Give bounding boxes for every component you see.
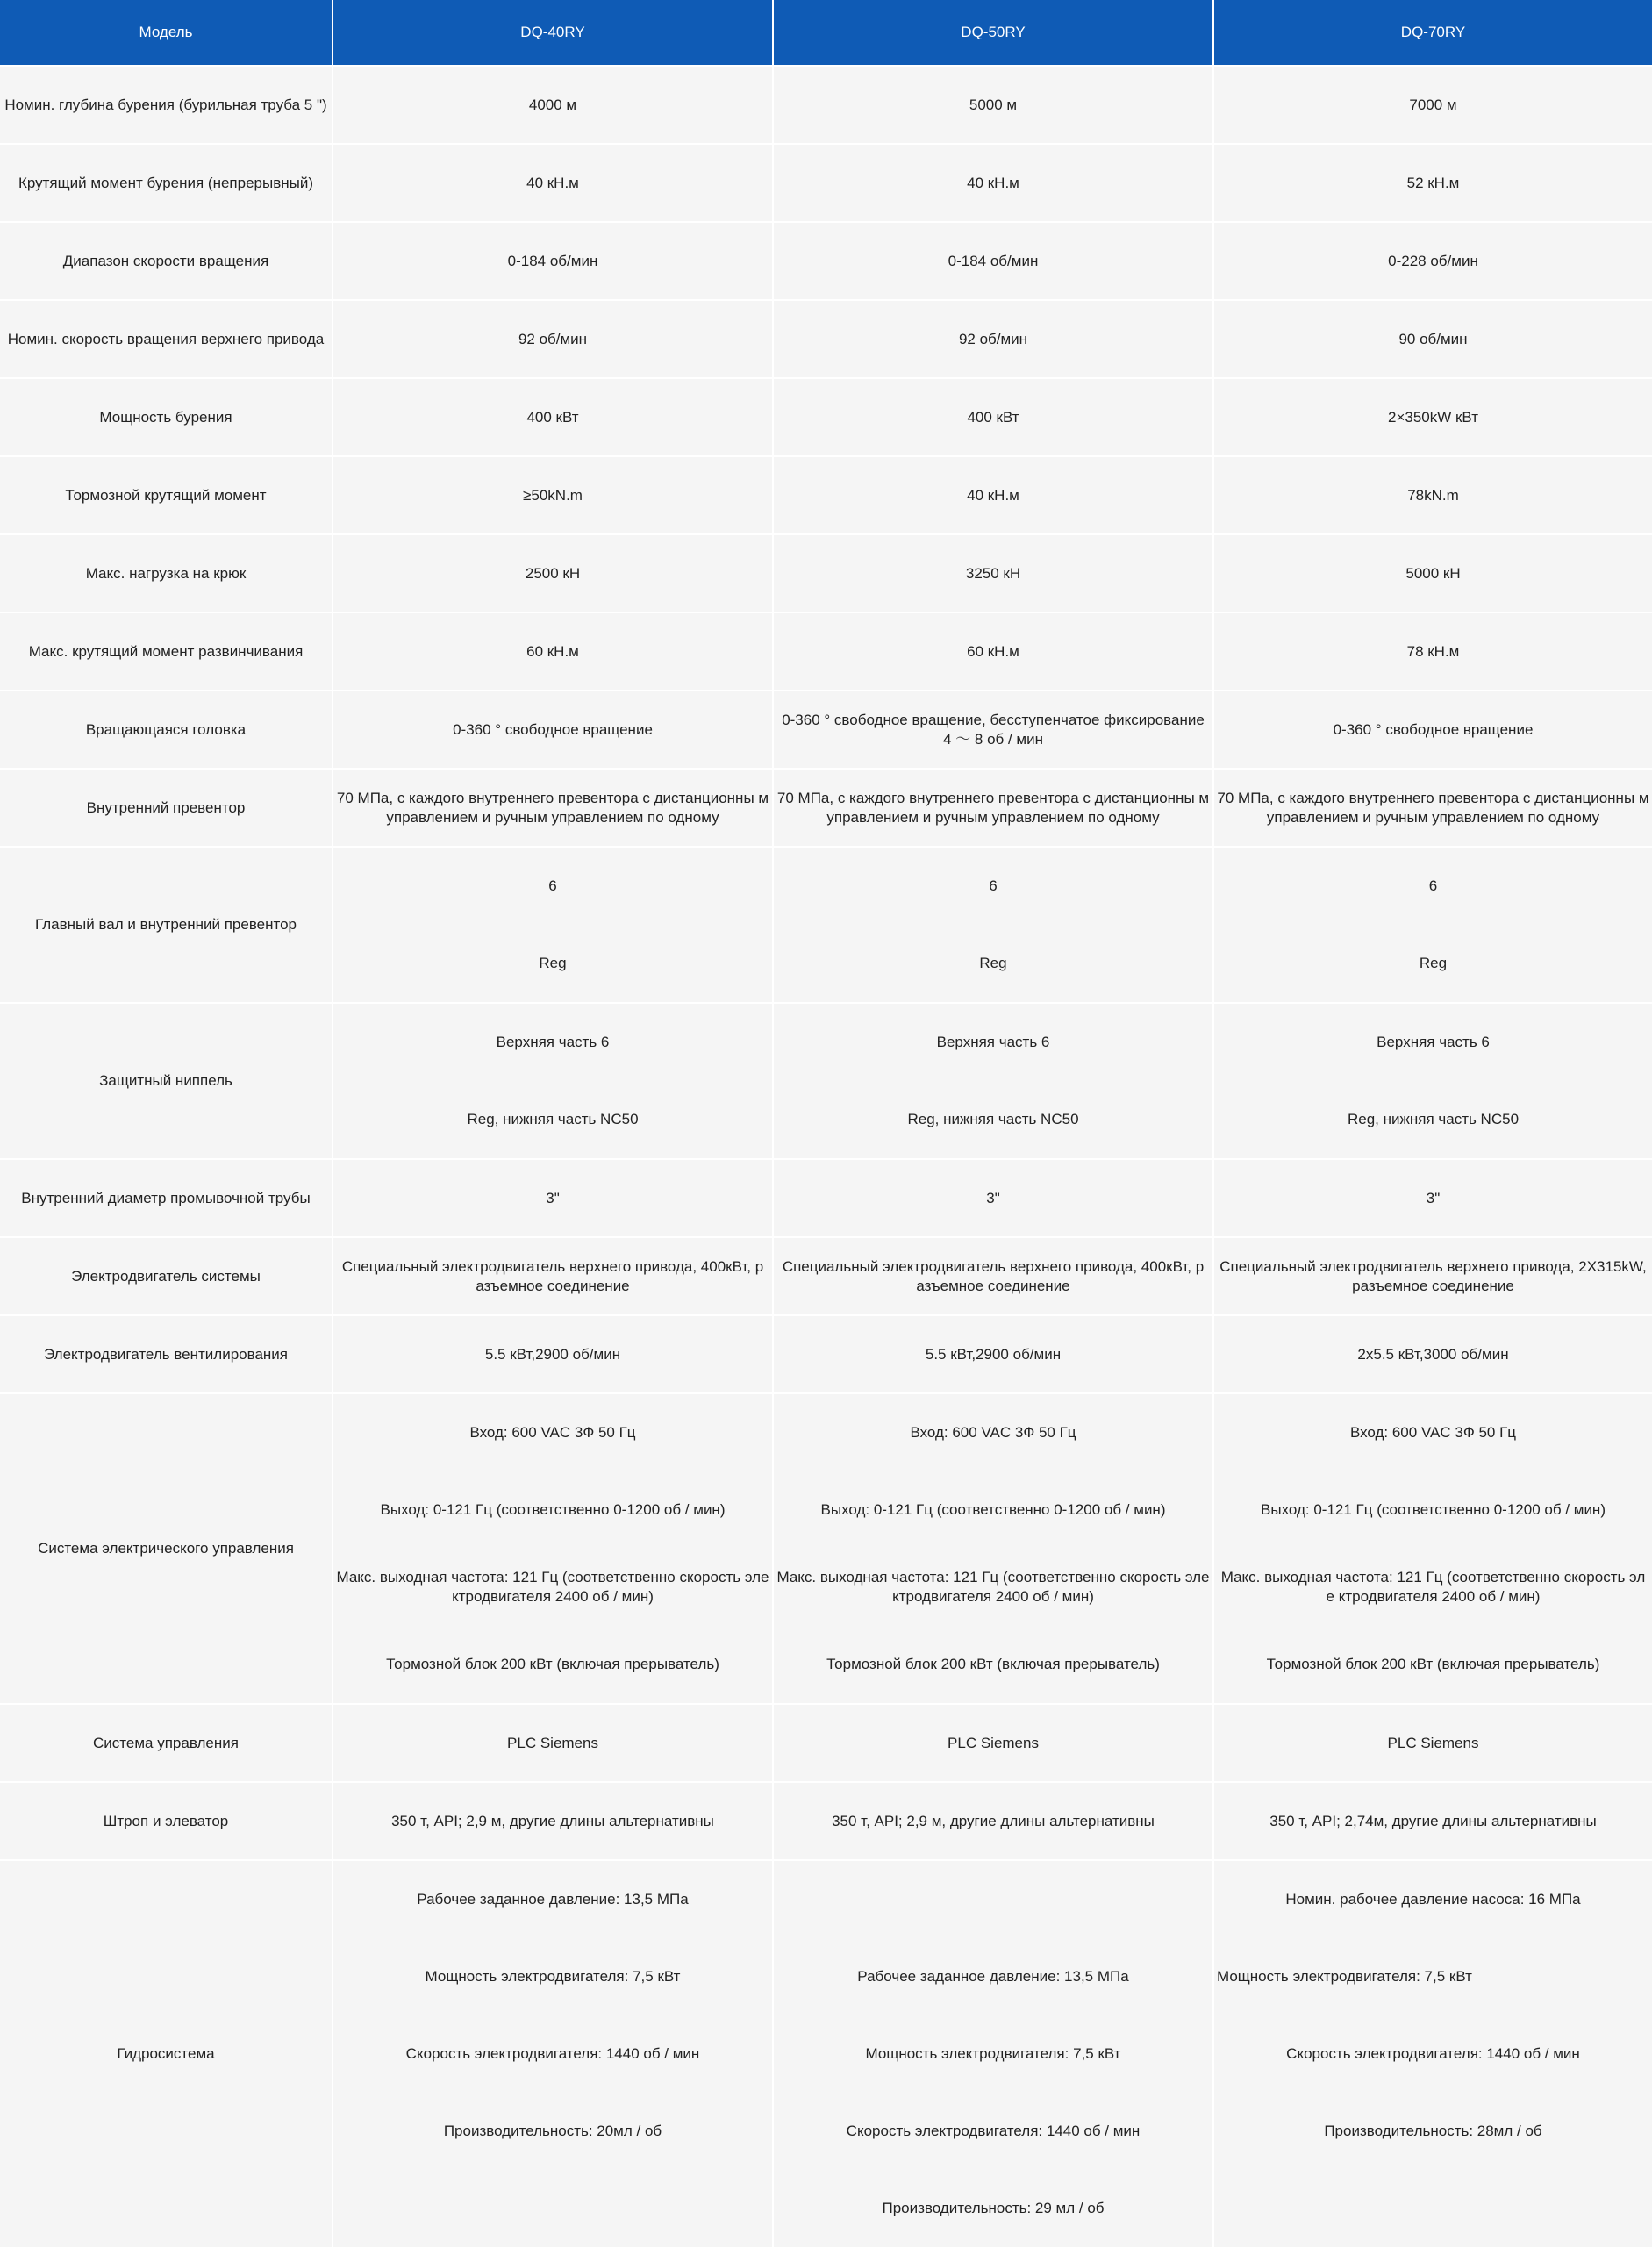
cell-line: Тормозной блок 200 кВт (включая прерыватель): [386, 1656, 719, 1672]
row-label: Тормозной крутящий момент: [0, 457, 332, 533]
header-model-dq40: DQ-40RY: [333, 0, 772, 65]
table-row: [0, 1705, 1652, 1781]
header-model-label: Модель: [0, 0, 332, 65]
cell: 4000 м: [333, 67, 772, 143]
row-label: Электродвигатель системы: [0, 1238, 332, 1314]
table-row: [0, 1160, 1652, 1236]
cell: 40 кН.м: [333, 145, 772, 221]
cell: [1214, 848, 1652, 1002]
header-model-dq50: DQ-50RY: [774, 0, 1212, 65]
cell: [774, 1861, 1212, 2247]
table-row: [0, 457, 1652, 533]
cell: Специальный электродвигатель верхнего привода, 400кВт, р азъемное соединение: [774, 1238, 1212, 1314]
cell: 0-228 об/мин: [1214, 223, 1652, 299]
row-label: Система электрического управления: [0, 1394, 332, 1703]
header-model-dq70: DQ-70RY: [1214, 0, 1652, 65]
cell: 5.5 кВт,2900 об/мин: [333, 1316, 772, 1392]
cell-line: Номин. рабочее давление насоса: 16 МПа: [1285, 1891, 1581, 1908]
cell: 0-184 об/мин: [774, 223, 1212, 299]
cell: 70 МПа, с каждого внутреннего превентора с дистанционны м управлением и ручным управлением по одному: [333, 770, 772, 846]
cell: [333, 848, 772, 1002]
cell-line: Выход: 0-121 Гц (соответственно 0-1200 об / мин): [1261, 1501, 1606, 1518]
cell: 350 т, API; 2,9 м, другие длины альтернативны: [333, 1783, 772, 1859]
table-row: [0, 770, 1652, 846]
cell-line: Выход: 0-121 Гц (соответственно 0-1200 об / мин): [380, 1501, 726, 1518]
cell-line: Вход: 600 VAC 3Ф 50 Гц: [469, 1424, 636, 1441]
cell: 5000 м: [774, 67, 1212, 143]
table-row: [0, 691, 1652, 768]
cell: 40 кН.м: [774, 457, 1212, 533]
cell: 92 об/мин: [333, 301, 772, 377]
cell: 3": [1214, 1160, 1652, 1236]
cell-line: Верхняя часть 6: [936, 1034, 1050, 1050]
cell: Специальный электродвигатель верхнего привода, 2X315kW, разъемное соединение: [1214, 1238, 1652, 1314]
row-label: Гидросистема: [0, 1861, 332, 2247]
table-row: [0, 67, 1652, 143]
row-label: Мощность бурения: [0, 379, 332, 455]
cell-line: Тормозной блок 200 кВт (включая прерыватель): [826, 1656, 1160, 1672]
table-row: [0, 223, 1652, 299]
cell: PLC Siemens: [1214, 1705, 1652, 1781]
cell: 0-360 ° свободное вращение: [333, 691, 772, 768]
cell: 60 кН.м: [333, 613, 772, 690]
cell: PLC Siemens: [333, 1705, 772, 1781]
cell: 3": [774, 1160, 1212, 1236]
cell-line: Reg, нижняя часть NC50: [1347, 1111, 1520, 1128]
cell-line: Reg: [1419, 955, 1448, 971]
cell-line: Производительность: 28мл / об: [1324, 2123, 1542, 2139]
cell-line: Reg, нижняя часть NC50: [907, 1111, 1079, 1128]
cell: 0-184 об/мин: [333, 223, 772, 299]
cell: 400 кВт: [774, 379, 1212, 455]
cell: 0-360 ° свободное вращение: [1214, 691, 1652, 768]
cell-line: Производительность: 29 мл / об: [882, 2200, 1105, 2216]
cell: [333, 1004, 772, 1158]
row-label: Внутренний диаметр промывочной трубы: [0, 1160, 332, 1236]
cell: [1214, 1004, 1652, 1158]
row-label: Главный вал и внутренний превентор: [0, 848, 332, 1002]
cell-line: 6: [548, 877, 557, 894]
cell: 60 кН.м: [774, 613, 1212, 690]
cell-line: Тормозной блок 200 кВт (включая прерыватель): [1266, 1656, 1600, 1672]
cell: ≥50kN.m: [333, 457, 772, 533]
table-row: [0, 1861, 1652, 2247]
cell: [1214, 1861, 1652, 2247]
cell: 70 МПа, с каждого внутреннего превентора с дистанционны м управлением и ручным управлением по одному: [1214, 770, 1652, 846]
cell: 400 кВт: [333, 379, 772, 455]
cell: 350 т, API; 2,74м, другие длины альтернативны: [1214, 1783, 1652, 1859]
row-label: Вращающаяся головка: [0, 691, 332, 768]
cell: 3250 кН: [774, 535, 1212, 612]
table-row: [0, 379, 1652, 455]
cell-line: Верхняя часть 6: [496, 1034, 610, 1050]
cell: 3": [333, 1160, 772, 1236]
cell: 78 кН.м: [1214, 613, 1652, 690]
cell: [1214, 1394, 1652, 1703]
cell-line: Reg: [539, 955, 567, 971]
row-label: Номин. скорость вращения верхнего привода: [0, 301, 332, 377]
cell-line: Вход: 600 VAC 3Ф 50 Гц: [1349, 1424, 1517, 1441]
row-label: Внутренний превентор: [0, 770, 332, 846]
cell: PLC Siemens: [774, 1705, 1212, 1781]
cell: [774, 1394, 1212, 1703]
row-label: Макс. крутящий момент развинчивания: [0, 613, 332, 690]
cell-line: Скорость электродвигателя: 1440 об / мин: [1286, 2045, 1580, 2062]
cell-line: Мощность электродвигателя: 7,5 кВт: [425, 1968, 681, 1985]
cell: 5000 кН: [1214, 535, 1652, 612]
cell: 2500 кН: [333, 535, 772, 612]
cell: 0-360 ° свободное вращение, бесступенчатое фиксирование 4 ～ 8 об / мин: [774, 691, 1212, 768]
cell: 70 МПа, с каждого внутреннего превентора с дистанционны м управлением и ручным управлением по одному: [774, 770, 1212, 846]
row-label: Защитный ниппель: [0, 1004, 332, 1158]
cell: 350 т, API; 2,9 м, другие длины альтернативны: [774, 1783, 1212, 1859]
cell-line: Макс. выходная частота: 121 Гц (соответственно скорость эле ктродвигателя 2400 об / мин): [336, 1569, 769, 1605]
cell: 52 кН.м: [1214, 145, 1652, 221]
cell: 90 об/мин: [1214, 301, 1652, 377]
table-row: [0, 1316, 1652, 1392]
cell: Специальный электродвигатель верхнего привода, 400кВт, р азъемное соединение: [333, 1238, 772, 1314]
row-label: Диапазон скорости вращения: [0, 223, 332, 299]
cell: 2x5.5 кВт,3000 об/мин: [1214, 1316, 1652, 1392]
cell-line: 6: [989, 877, 998, 894]
table-row: [0, 1004, 1652, 1158]
cell: [774, 1004, 1212, 1158]
cell-line: Скорость электродвигателя: 1440 об / мин: [405, 2045, 700, 2062]
cell: [774, 848, 1212, 1002]
cell: 40 кН.м: [774, 145, 1212, 221]
row-label: Макс. нагрузка на крюк: [0, 535, 332, 612]
table-row: [0, 145, 1652, 221]
table-row: [0, 535, 1652, 612]
cell-line: Макс. выходная частота: 121 Гц (соответственно скорость эле ктродвигателя 2400 об / мин): [1220, 1569, 1646, 1605]
row-label: Крутящий момент бурения (непрерывный): [0, 145, 332, 221]
cell: 7000 м: [1214, 67, 1652, 143]
cell-line: 6: [1428, 877, 1438, 894]
row-label: Номин. глубина бурения (бурильная труба 5 "): [0, 67, 332, 143]
cell: 2×350kW кВт: [1214, 379, 1652, 455]
cell-line: Скорость электродвигателя: 1440 об / мин: [846, 2123, 1141, 2139]
row-label: Система управления: [0, 1705, 332, 1781]
table-row: [0, 1394, 1652, 1703]
cell-line: Reg: [979, 955, 1007, 971]
cell: 92 об/мин: [774, 301, 1212, 377]
table-row: [0, 1238, 1652, 1314]
header-row: [0, 0, 1652, 65]
table-row: [0, 1783, 1652, 1859]
cell-line: Выход: 0-121 Гц (соответственно 0-1200 об / мин): [820, 1501, 1166, 1518]
cell: [333, 1394, 772, 1703]
cell-line-spacer: [776, 1861, 1210, 1938]
cell-line: Reg, нижняя часть NC50: [467, 1111, 639, 1128]
table-row: [0, 301, 1652, 377]
cell-line: Верхняя часть 6: [1377, 1034, 1490, 1050]
cell: 78kN.m: [1214, 457, 1652, 533]
cell-line: Производительность: 20мл / об: [443, 2123, 662, 2139]
cell: 5.5 кВт,2900 об/мин: [774, 1316, 1212, 1392]
table-row: [0, 848, 1652, 1002]
row-label: Электродвигатель вентилирования: [0, 1316, 332, 1392]
cell-line: Рабочее заданное давление: 13,5 МПа: [417, 1891, 689, 1908]
cell-line: Вход: 600 VAC 3Ф 50 Гц: [910, 1424, 1076, 1441]
table-row: [0, 613, 1652, 690]
cell: [333, 1861, 772, 2247]
cell-line: Мощность электродвигателя: 7,5 кВт: [1217, 1968, 1472, 1985]
cell-line: Рабочее заданное давление: 13,5 МПа: [857, 1968, 1129, 1985]
cell-line: Мощность электродвигателя: 7,5 кВт: [865, 2045, 1121, 2062]
row-label: Штроп и элеватор: [0, 1783, 332, 1859]
cell-line: Макс. выходная частота: 121 Гц (соответственно скорость эле ктродвигателя 2400 об / мин): [776, 1569, 1210, 1605]
